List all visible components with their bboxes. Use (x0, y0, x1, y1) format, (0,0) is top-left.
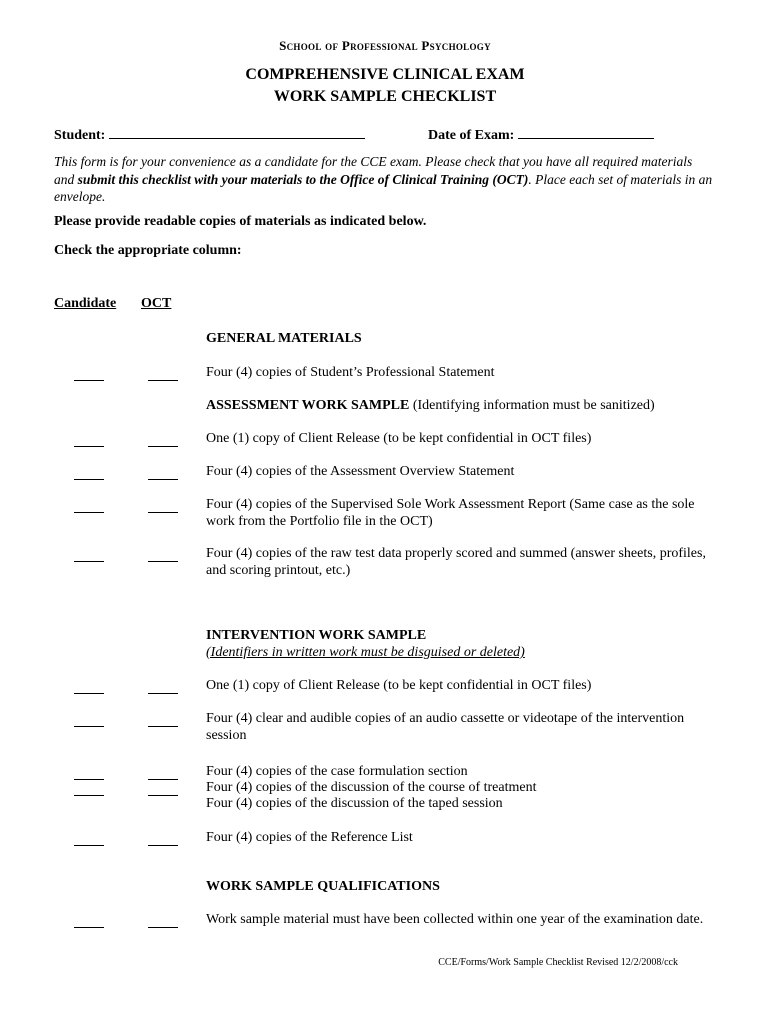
item-course-of-treatment: Four (4) copies of the discussion of the course of treatment (206, 780, 537, 795)
form-title-line1: COMPREHENSIVE CLINICAL EXAM (245, 66, 525, 83)
intro-paragraph (54, 153, 714, 206)
exam-date-field (428, 124, 654, 144)
item-professional-statement: Four (4) copies of Student’s Professional Statement (206, 365, 495, 380)
student-label: Student: (54, 128, 106, 143)
item-intervention-client-release: One (1) copy of Client Release (to be kept confidential in OCT files) (206, 678, 592, 693)
oct-checkbox[interactable] (148, 380, 178, 381)
oct-checkbox[interactable] (148, 927, 178, 928)
section-intervention-work-sample: INTERVENTION WORK SAMPLE (206, 628, 427, 643)
oct-checkbox[interactable] (148, 779, 178, 780)
column-header-oct: OCT (141, 296, 172, 311)
intro-text: This form is for your convenience as a candidate for the CCE exam. Please check that you have all required materials and (54, 154, 693, 187)
form-title-line2: WORK SAMPLE CHECKLIST (273, 88, 497, 105)
oct-checkbox[interactable] (148, 726, 178, 727)
section-work-sample-qualifications: WORK SAMPLE QUALIFICATIONS (206, 879, 440, 894)
candidate-checkbox[interactable] (74, 726, 104, 727)
item-raw-test-data: Four (4) copies of the raw test data properly scored and summed (answer sheets, profiles, and scoring printout, etc.) (206, 546, 706, 578)
section-assessment-note: (Identifying information must be sanitized) (409, 398, 655, 413)
instruction-readable: Please provide readable copies of materials as indicated below. (54, 214, 427, 229)
intro-bold-text: submit this checklist with your materials to the Office of Clinical Training (OCT) (77, 171, 529, 187)
exam-date-input-line[interactable] (518, 124, 654, 139)
student-field (54, 124, 365, 144)
item-reference-list: Four (4) copies of the Reference List (206, 830, 413, 845)
exam-date-label: Date of Exam: (428, 128, 515, 143)
oct-checkbox[interactable] (148, 479, 178, 480)
section-intervention-note: (Identifiers in written work must be disguised or deleted) (206, 645, 525, 660)
section-assessment-work-sample (206, 398, 655, 414)
oct-checkbox[interactable] (148, 845, 178, 846)
section-general-materials: GENERAL MATERIALS (206, 331, 362, 346)
candidate-checkbox[interactable] (74, 561, 104, 562)
column-header-candidate: Candidate (54, 296, 117, 311)
candidate-checkbox[interactable] (74, 927, 104, 928)
section-assessment-title: ASSESSMENT WORK SAMPLE (206, 398, 410, 413)
item-assessment-overview: Four (4) copies of the Assessment Overview Statement (206, 464, 515, 479)
item-session-recording: Four (4) clear and audible copies of an audio cassette or videotape of the intervention session (206, 711, 685, 743)
item-collection-timeframe: Work sample material must have been collected within one year of the examination date. (206, 912, 704, 927)
candidate-checkbox[interactable] (74, 795, 104, 796)
student-input-line[interactable] (109, 124, 365, 139)
instruction-check-column: Check the appropriate column: (54, 243, 242, 258)
candidate-checkbox[interactable] (74, 446, 104, 447)
oct-checkbox[interactable] (148, 512, 178, 513)
item-assessment-report: Four (4) copies of the Supervised Sole Work Assessment Report (Same case as the sole work from the Portfolio file in the OCT) (206, 497, 695, 529)
candidate-checkbox[interactable] (74, 479, 104, 480)
form-revision-footer: CCE/Forms/Work Sample Checklist Revised 12/2/2008/cck (438, 957, 678, 968)
candidate-checkbox[interactable] (74, 779, 104, 780)
candidate-checkbox[interactable] (74, 693, 104, 694)
item-assessment-client-release: One (1) copy of Client Release (to be kept confidential in OCT files) (206, 431, 592, 446)
candidate-checkbox[interactable] (74, 845, 104, 846)
oct-checkbox[interactable] (148, 795, 178, 796)
oct-checkbox[interactable] (148, 693, 178, 694)
intro-text-end: . Place each set of materials in an envelope. (54, 171, 713, 204)
candidate-checkbox[interactable] (74, 380, 104, 381)
item-case-formulation: Four (4) copies of the case formulation section (206, 764, 468, 779)
oct-checkbox[interactable] (148, 561, 178, 562)
item-taped-session: Four (4) copies of the discussion of the taped session (206, 796, 503, 811)
oct-checkbox[interactable] (148, 446, 178, 447)
school-name: School of Professional Psychology (279, 38, 491, 53)
candidate-checkbox[interactable] (74, 512, 104, 513)
